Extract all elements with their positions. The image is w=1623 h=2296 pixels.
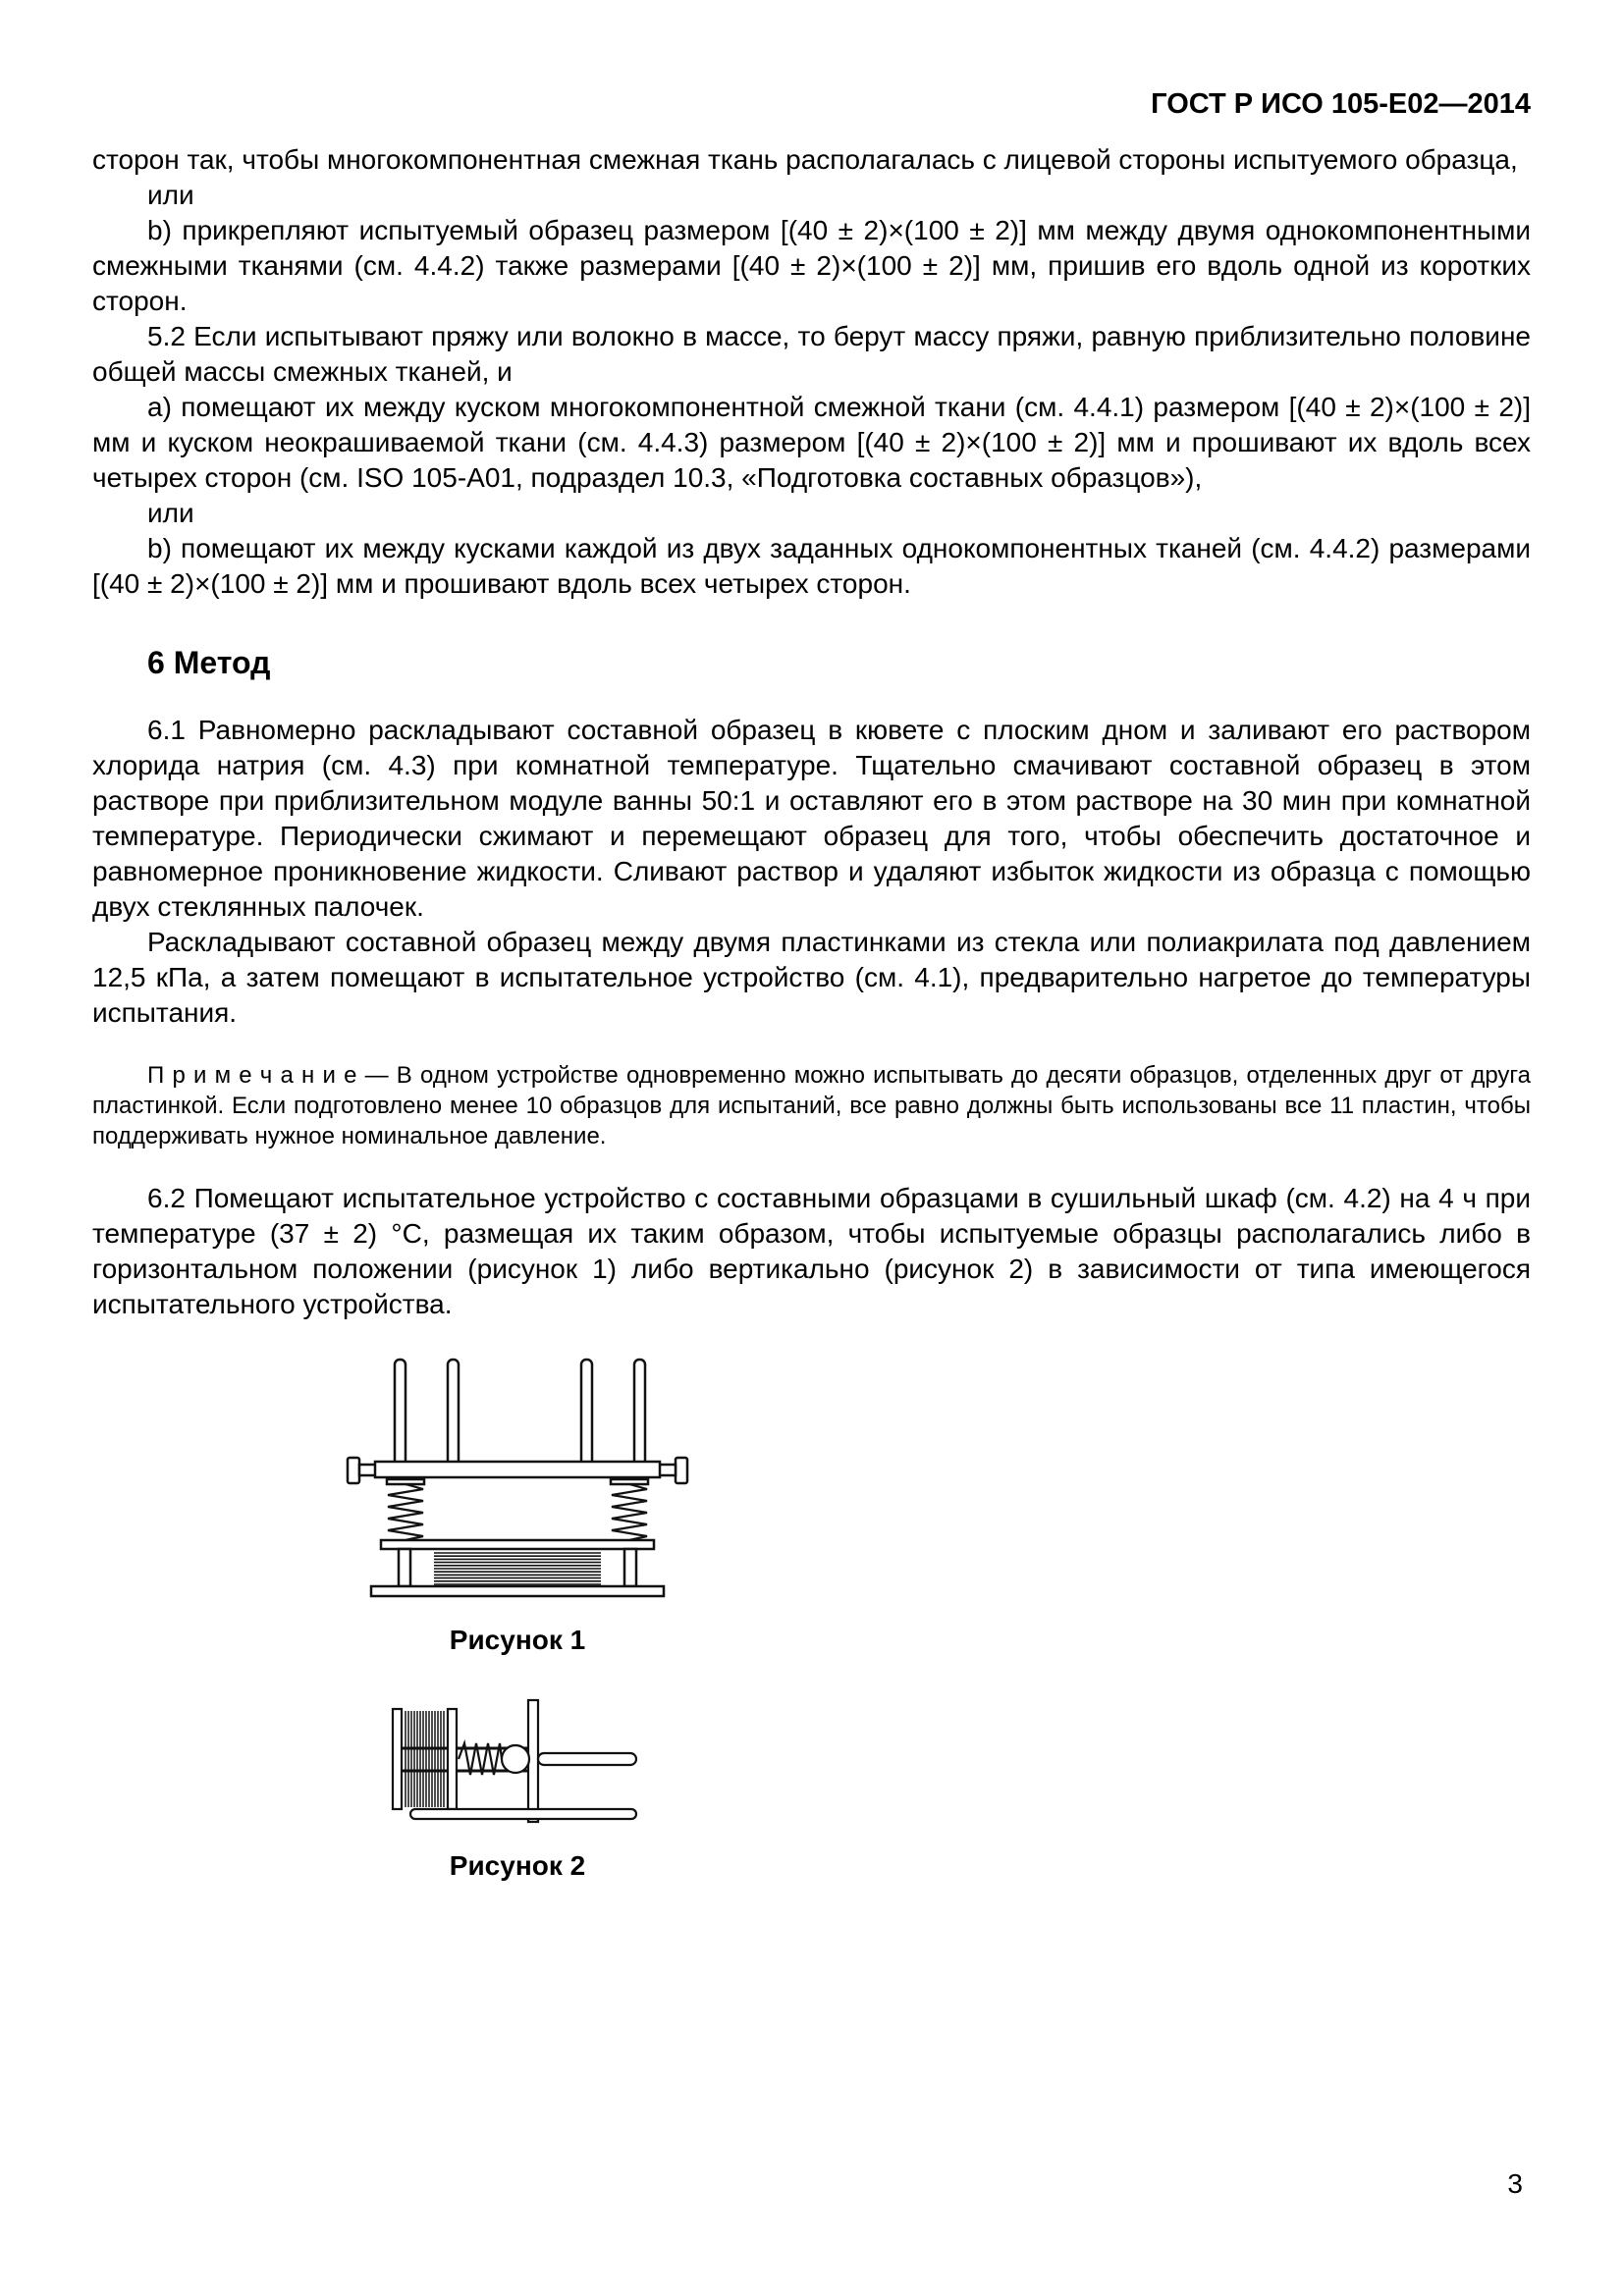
rod-2 (448, 1360, 459, 1469)
washer-right (611, 1479, 648, 1484)
screw-rod (538, 1753, 636, 1765)
paragraph-6-1-a: 6.1 Равномерно раскладывают составной образец в кювете с плоским дном и заливают его раствором хлорида натрия (см. 4.3) при комнатной температуре. Тщательно смачивают составной образец в этом растворе при приблизительном модуле ванны 50:1 и оставляют его в этом растворе на 30 мин при комнатной температуре. Периодически сжимают и перемещают образец для того, чтобы обеспечить достаточное и равномерное проникновение жидкости. Сливают раствор и удаляют избыток жидкости из образца с помощью двух стеклянных палочек. (92, 715, 1531, 922)
crossbar (375, 1462, 660, 1477)
paragraph-6-2: 6.2 Помещают испытательное устройство с составными образцами в сушильный шкаф (см. 4.2) на 4 ч при температуре (37 ± 2) °С, размещая их таким образом, чтобы испытуемые образцы располагались либо в горизонтальном положении (рисунок 1) либо вертикально (рисунок 2) в зависимости от типа имеющегося испытательного устройства. (92, 1183, 1531, 1319)
base-plate (371, 1586, 664, 1596)
washer-left (387, 1479, 424, 1484)
support-right (624, 1549, 636, 1586)
bottom-rail (410, 1809, 636, 1819)
rod-1 (395, 1360, 406, 1469)
paragraph-continuation: сторон так, чтобы многокомпонентная смежная ткань располагалась с лицевой стороны испытуемого образца, (92, 144, 1518, 175)
pressure-plate (381, 1540, 654, 1549)
rod-4 (634, 1360, 645, 1469)
screw-knob-left (348, 1458, 359, 1483)
end-plate-left (393, 1709, 402, 1809)
spring-left (388, 1484, 423, 1540)
figure-1-drawing (346, 1354, 689, 1599)
page-number: 3 (1507, 2168, 1523, 2199)
paragraph-5-2: 5.2 Если испытывают пряжу или волокно в массе, то берут массу пряжи, равную приблизительно половине общей массы смежных тканей, и (92, 321, 1531, 387)
figure-2 (385, 1697, 650, 1882)
end-plate-right (448, 1709, 457, 1809)
paragraph-item-a: a) помещают их между куском многокомпонентной смежной ткани (см. 4.4.1) размером [(40 ± 2)×(100 ± 2)] мм и куском неокрашиваемой ткани (см. 4.4.3) размером [(40 ± 2)×(100 ± 2)] мм и прошивают их вдоль всех четырех сторон (см. ISO 105-A01, подраздел 10.3, «Подготовка составных образцов»), (92, 392, 1531, 493)
specimen-stack (406, 1711, 444, 1807)
figure-2-caption: Рисунок 2 (449, 1850, 586, 1881)
figure-1 (346, 1354, 689, 1656)
document-header-title: ГОСТ Р ИСО 105-Е02—2014 (1151, 88, 1531, 120)
support-left (399, 1549, 410, 1586)
note-paragraph: П р и м е ч а н и е — В одном устройстве одновременно можно испытывать до десяти образцов, отделенных друг от друга пластинкой. Если подготовлено менее 10 образцов для испытаний, все равно должны быть использованы все 11 пластин, чтобы поддерживать нужное номинальное давление. (92, 1062, 1531, 1149)
specimen-stack (434, 1553, 601, 1584)
paragraph-item-b1: b) прикрепляют испытуемый образец размером [(40 ± 2)×(100 ± 2)] мм между двумя однокомпонентными смежными тканями (см. 4.4.2) также размерами [(40 ± 2)×(100 ± 2)] мм, пришив его вдоль одной из коротких сторон. (92, 215, 1531, 316)
figure-2-drawing (385, 1697, 650, 1825)
spring-right (612, 1484, 647, 1540)
paragraph-item-b2: b) помещают их между кусками каждой из двух заданных однокомпонентных тканей (см. 4.4.2) размерами [(40 ± 2)×(100 ± 2)] мм и прошивают вдоль всех четырех сторон. (92, 533, 1531, 599)
paragraph-6-1-b: Раскладывают составной образец между двумя пластинками из стекла или полиакрилата под давлением 12,5 кПа, а затем помещают в испытательное устройство (см. 4.1), предварительно нагретое до температуры испытания. (92, 927, 1531, 1028)
rod-3 (581, 1360, 592, 1469)
paragraph-or-1: или (147, 180, 194, 210)
paragraph-or-2: или (147, 498, 194, 528)
section-heading-method: 6 Метод (147, 645, 271, 680)
pressure-knob (502, 1745, 529, 1773)
figure-1-caption: Рисунок 1 (449, 1625, 586, 1655)
screw-knob-right (676, 1458, 687, 1483)
